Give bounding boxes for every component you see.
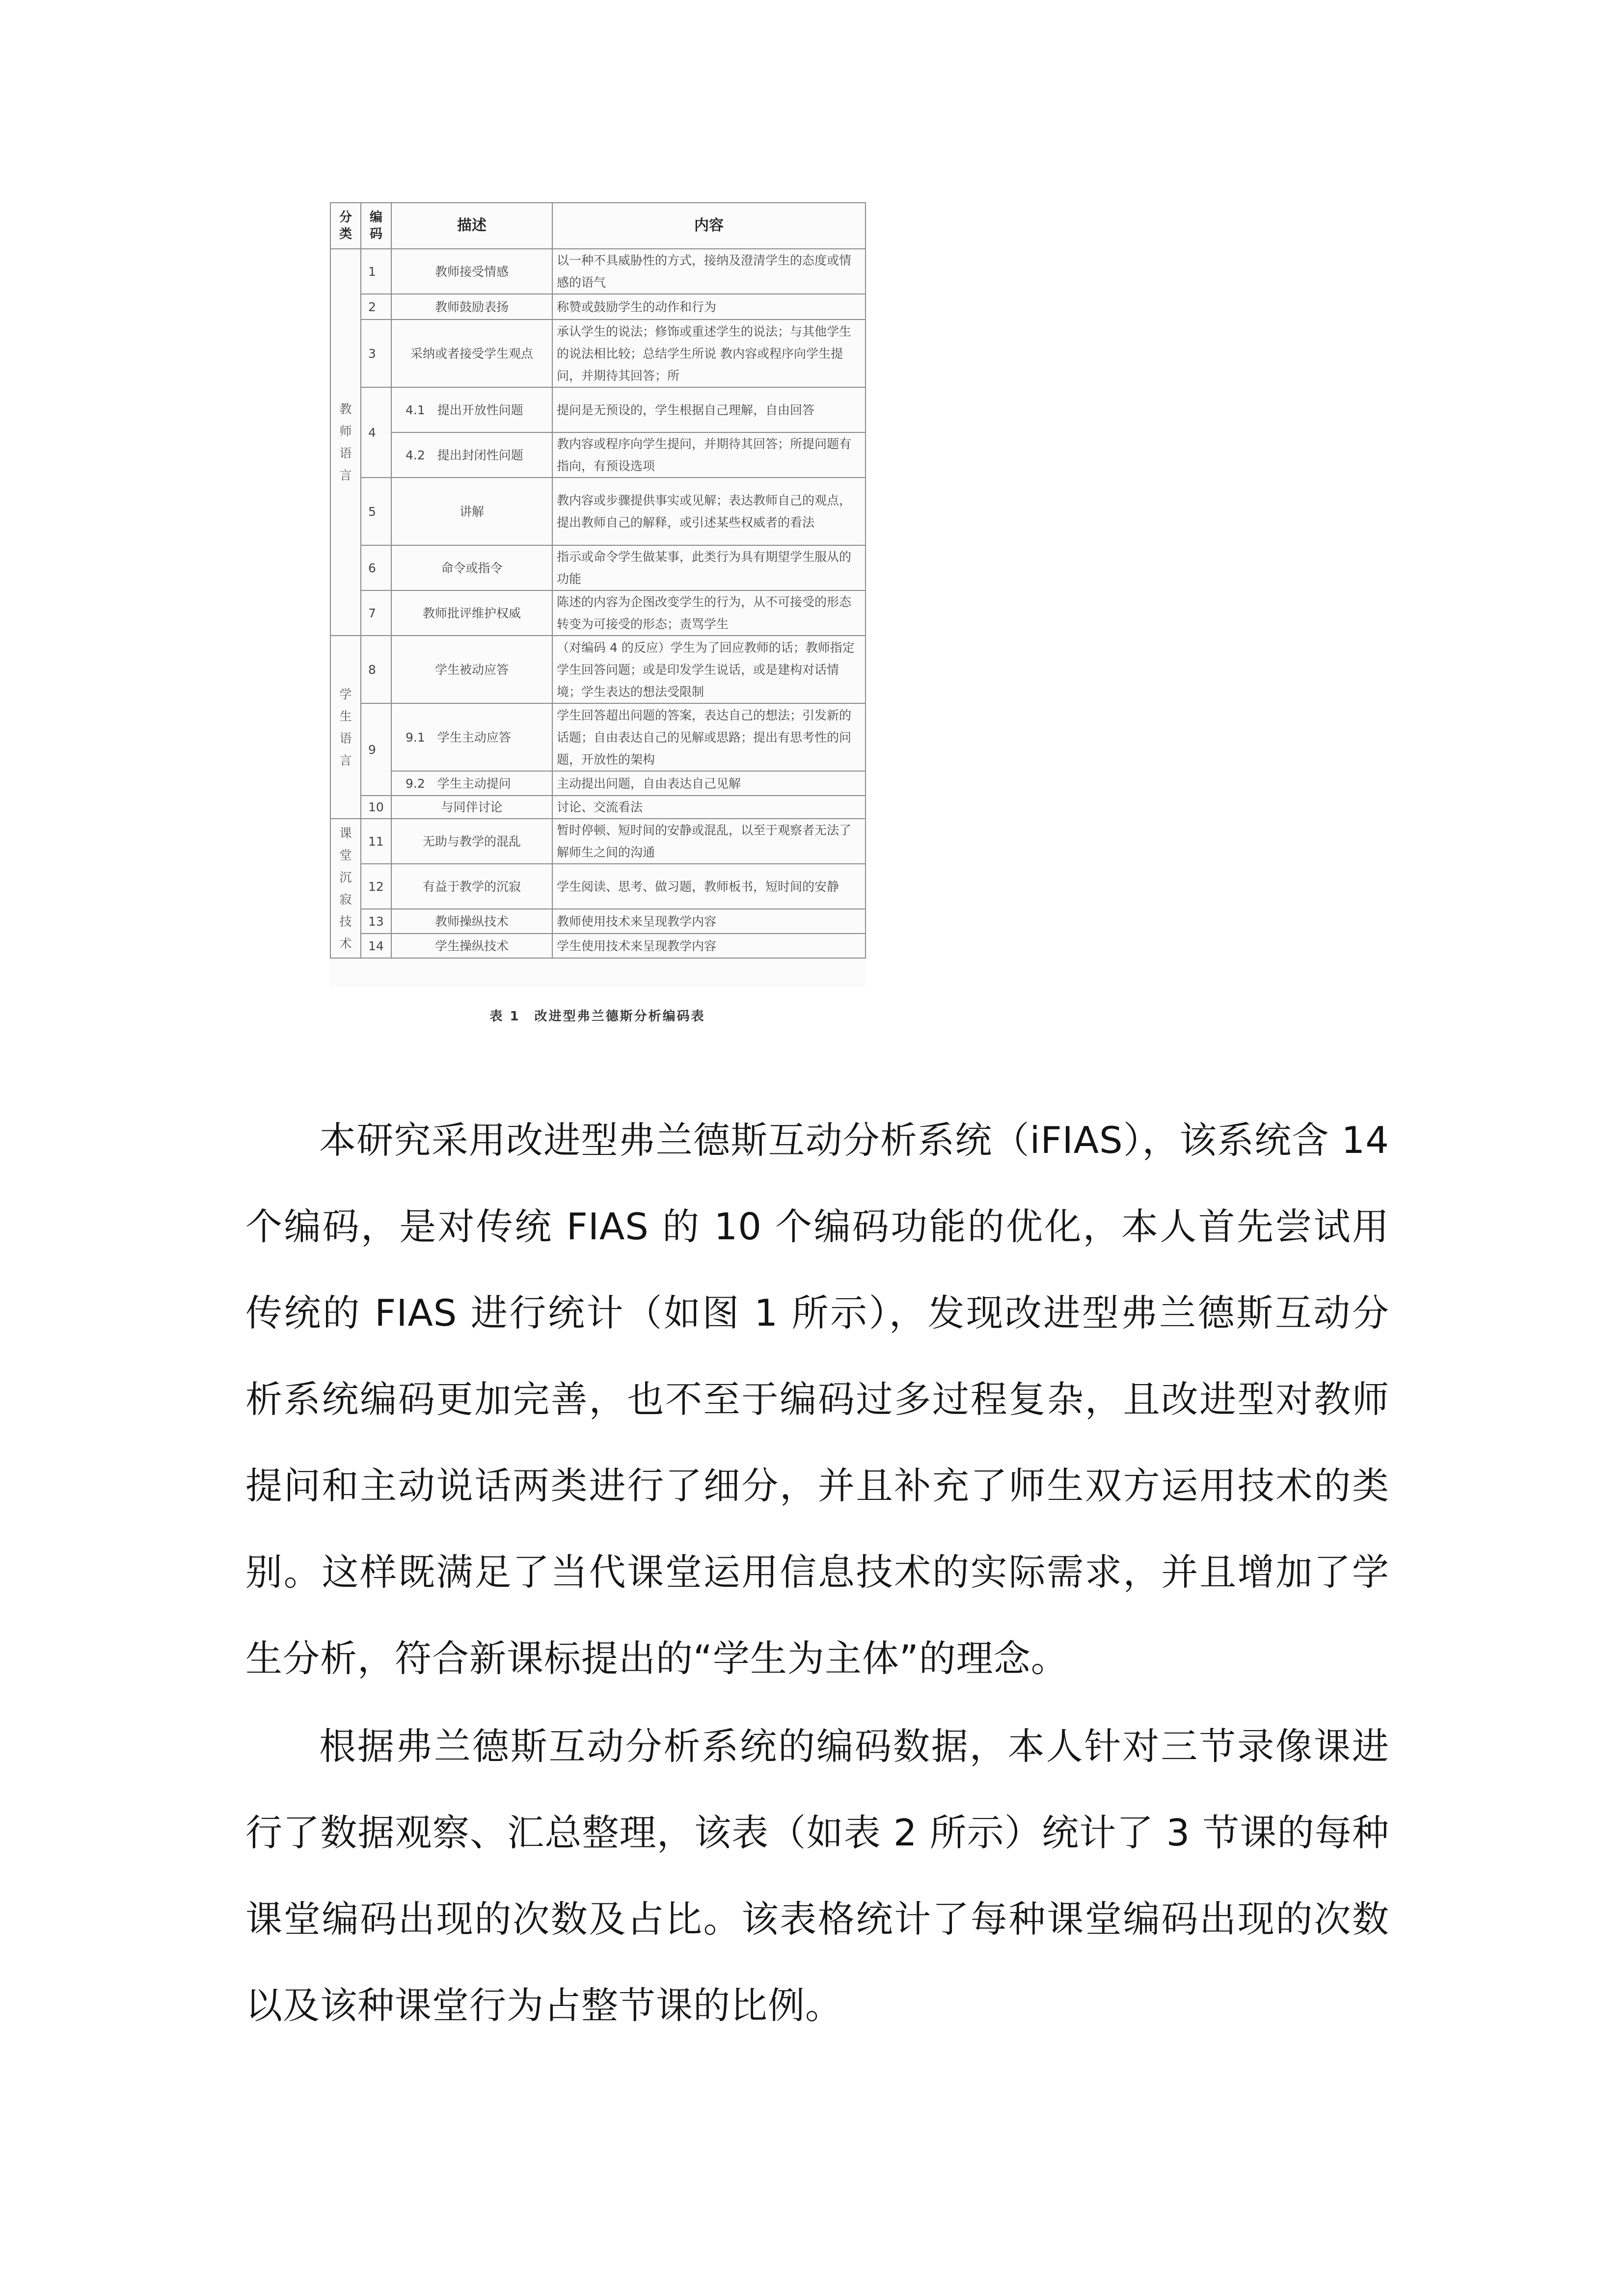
table-row: [330, 590, 866, 636]
code-cell: 7: [361, 590, 391, 636]
category-teacher: 教师语言: [330, 249, 361, 636]
code-cell: 12: [361, 864, 391, 909]
content-cell: 称赞或鼓励学生的动作和行为: [552, 294, 866, 320]
content-cell: 教内容或步骤提供事实或见解；表达教师自己的观点，提出教师自己的解释，或引述某些权威者的看法: [552, 478, 866, 545]
description-cell: 有益于教学的沉寂: [391, 864, 552, 909]
table-row: [330, 294, 866, 320]
content-cell: （对编码 4 的反应）学生为了回应教师的话；教师指定学生回答问题；或是印发学生说话，或是建构对话情境；学生表达的想法受限制: [552, 636, 866, 703]
body-paragraph: 根据弗兰德斯互动分析系统的编码数据，本人针对三节录像课进行了数据观察、汇总整理，该表（如表 2 所示）统计了 3 节课的每种课堂编码出现的次数及占比。该表格统计了每种课堂编码出现的次数以及该种课堂行为占整节课的比例。: [245, 1725, 1389, 2027]
table-row: [330, 249, 866, 294]
header-description: 描述: [391, 203, 552, 249]
content-cell: 讨论、交流看法: [552, 796, 866, 819]
code-cell: 10: [361, 796, 391, 819]
table-row: [330, 320, 866, 387]
code-cell: 8: [361, 636, 391, 703]
content-cell: 教师使用技术来呈现教学内容: [552, 909, 866, 934]
category-student: 学生语言: [330, 636, 361, 819]
body-paragraph: 本研究采用改进型弗兰德斯互动分析系统（iFIAS），该系统含 14 个编码，是对传统 FIAS 的 10 个编码功能的优化，本人首先尝试用传统的 FIAS 进行统计（如图 1 所示），发现改进型弗兰德斯互动分析系统编码更加完善，也不至于编码过多过程复杂，且改进型对教师提问和主动说话两类进行了细分，并且补充了师生双方运用技术的类别。这样既满足了当代课堂运用信息技术的实际需求，并且增加了学生分析，符合新课标提出的“学生为主体”的理念。: [245, 1119, 1389, 1680]
description-cell: 教师操纵技术: [391, 909, 552, 934]
code-cell: 2: [361, 294, 391, 320]
table-row: [330, 819, 866, 864]
code-cell: 13: [361, 909, 391, 934]
content-cell: 学生使用技术来呈现教学内容: [552, 934, 866, 958]
description-cell: 讲解: [391, 478, 552, 545]
content-cell: 承认学生的说法；修饰或重述学生的说法；与其他学生的说法相比较；总结学生所说 教内容或程序向学生提问，并期待其回答；所: [552, 320, 866, 387]
table-row: [330, 703, 866, 771]
content-cell: 陈述的内容为企图改变学生的行为，从不可接受的形态转变为可接受的形态；责骂学生: [552, 590, 866, 636]
table-row: [330, 934, 866, 958]
header-category: 分类: [330, 203, 361, 249]
content-cell: 教内容或程序向学生提问，并期待其回答；所提问题有指向，有预设选项: [552, 432, 866, 478]
description-cell: 命令或指令: [391, 545, 552, 590]
code-cell: 3: [361, 320, 391, 387]
table-row: [330, 796, 866, 819]
content-cell: 主动提出问题，自由表达自己见解: [552, 771, 866, 796]
description-cell: 学生操纵技术: [391, 934, 552, 958]
table-caption: 表 1 改进型弗兰德斯分析编码表: [489, 1009, 705, 1024]
header-code: 编码: [361, 203, 391, 249]
content-cell: 暂时停顿、短时间的安静或混乱，以至于观察者无法了解师生之间的沟通: [552, 819, 866, 864]
description-cell: 无助与教学的混乱: [391, 819, 552, 864]
description-cell: 与同伴讨论: [391, 796, 552, 819]
description-cell: 教师批评维护权威: [391, 590, 552, 636]
code-cell: 1: [361, 249, 391, 294]
table-row: [330, 864, 866, 909]
description-cell: 教师接受情感: [391, 249, 552, 294]
description-cell: 4.1 提出开放性问题: [391, 387, 552, 432]
table-row: [330, 432, 866, 478]
description-cell: 学生被动应答: [391, 636, 552, 703]
code-cell: 5: [361, 478, 391, 545]
table-row: [330, 478, 866, 545]
code-cell: 9: [361, 703, 391, 796]
content-cell: 学生阅读、思考、做习题，教师板书，短时间的安静: [552, 864, 866, 909]
coding-table-image: [330, 202, 865, 988]
category-silence: 课堂沉寂技术: [330, 819, 361, 958]
description-cell: 采纳或者接受学生观点: [391, 320, 552, 387]
content-cell: 指示或命令学生做某事，此类行为具有期望学生服从的功能: [552, 545, 866, 590]
content-cell: 以一种不具威胁性的方式，接纳及澄清学生的态度或情感的语气: [552, 249, 866, 294]
ifias-coding-table: [330, 202, 866, 959]
table-row: [330, 545, 866, 590]
code-cell: 6: [361, 545, 391, 590]
table-row: [330, 909, 866, 934]
table-row: [330, 387, 866, 432]
code-cell: 11: [361, 819, 391, 864]
code-cell: 14: [361, 934, 391, 958]
content-cell: 学生回答超出问题的答案，表达自己的想法；引发新的话题；自由表达自己的见解或思路；提出有思考性的问题，开放性的架构: [552, 703, 866, 771]
table-row: [330, 636, 866, 703]
description-cell: 9.2 学生主动提问: [391, 771, 552, 796]
header-content: 内容: [552, 203, 866, 249]
table-row: [330, 771, 866, 796]
description-cell: 教师鼓励表扬: [391, 294, 552, 320]
content-cell: 提问是无预设的，学生根据自己理解，自由回答: [552, 387, 866, 432]
table-header-row: [330, 203, 866, 249]
description-cell: 4.2 提出封闭性问题: [391, 432, 552, 478]
code-cell: 4: [361, 387, 391, 478]
description-cell: 9.1 学生主动应答: [391, 703, 552, 771]
